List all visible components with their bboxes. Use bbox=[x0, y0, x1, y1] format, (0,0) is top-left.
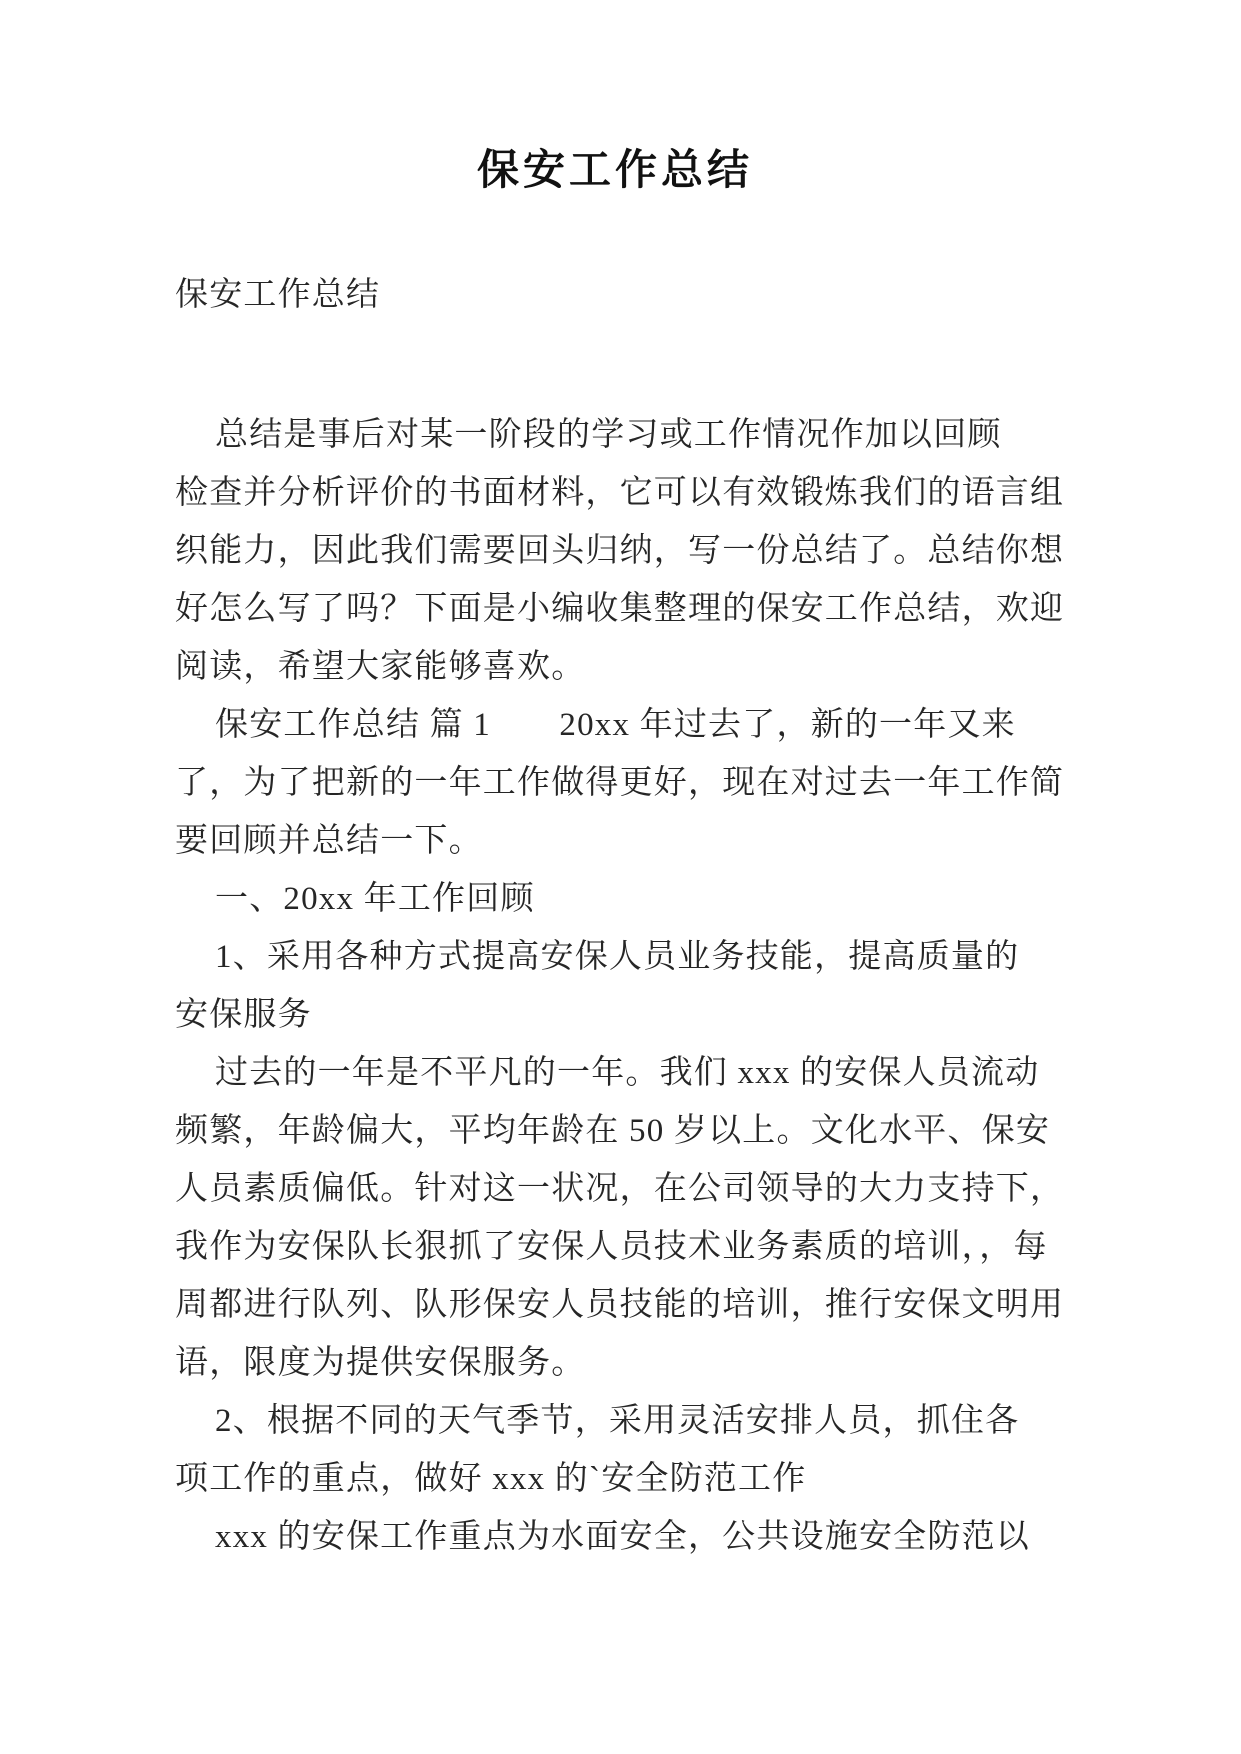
text-line: 要回顾并总结一下。 bbox=[175, 823, 483, 859]
document-subtitle: 保安工作总结 bbox=[175, 277, 381, 313]
text-line: xxx 的安保工作重点为水面安全，公共设施安全防范以 bbox=[215, 1519, 1030, 1555]
document-content bbox=[175, 0, 1065, 1566]
text-line: 2、根据不同的天气季节，采用灵活安排人员，抓住各 bbox=[215, 1403, 1020, 1439]
text-line: 1、采用各种方式提高安保人员业务技能，提高质量的 bbox=[215, 939, 1020, 975]
text-line: 过去的一年是不平凡的一年。我们 xxx 的安保人员流动 bbox=[215, 1055, 1040, 1091]
text-line: 我作为安保队长狠抓了安保人员技术业务素质的培训，，每 bbox=[175, 1229, 1048, 1265]
text-line: 频繁，年龄偏大，平均年龄在 50 岁以上。文化水平、保安 bbox=[175, 1113, 1051, 1149]
text-line: 安保服务 bbox=[175, 997, 312, 1033]
text-line: 检查并分析评价的书面材料，它可以有效锻炼我们的语言组 bbox=[175, 475, 1065, 511]
document-body bbox=[175, 406, 1065, 1566]
text-line: 总结是事后对某一阶段的学习或工作情况作加以回顾 bbox=[215, 417, 1002, 453]
text-line: 人员素质偏低。针对这一状况，在公司领导的大力支持下， bbox=[175, 1171, 1065, 1207]
text-line: 阅读，希望大家能够喜欢。 bbox=[175, 649, 586, 685]
text-line: 织能力，因此我们需要回头归纳，写一份总结了。总结你想 bbox=[175, 533, 1065, 569]
text-line: 保安工作总结 篇 1 20xx 年过去了，新的一年又来 bbox=[215, 707, 1016, 743]
text-line: 好怎么写了吗？下面是小编收集整理的保安工作总结，欢迎 bbox=[175, 591, 1065, 627]
document-title: 保安工作总结 bbox=[476, 148, 753, 194]
text-line: 一、20xx 年工作回顾 bbox=[215, 881, 535, 917]
text-line: 项工作的重点，做好 xxx 的`安全防范工作 bbox=[175, 1461, 807, 1497]
text-line: 了，为了把新的一年工作做得更好，现在对过去一年工作简 bbox=[175, 765, 1065, 801]
text-line: 语，限度为提供安保服务。 bbox=[175, 1345, 586, 1381]
text-line: 周都进行队列、队形保安人员技能的培训，推行安保文明用 bbox=[175, 1287, 1065, 1323]
